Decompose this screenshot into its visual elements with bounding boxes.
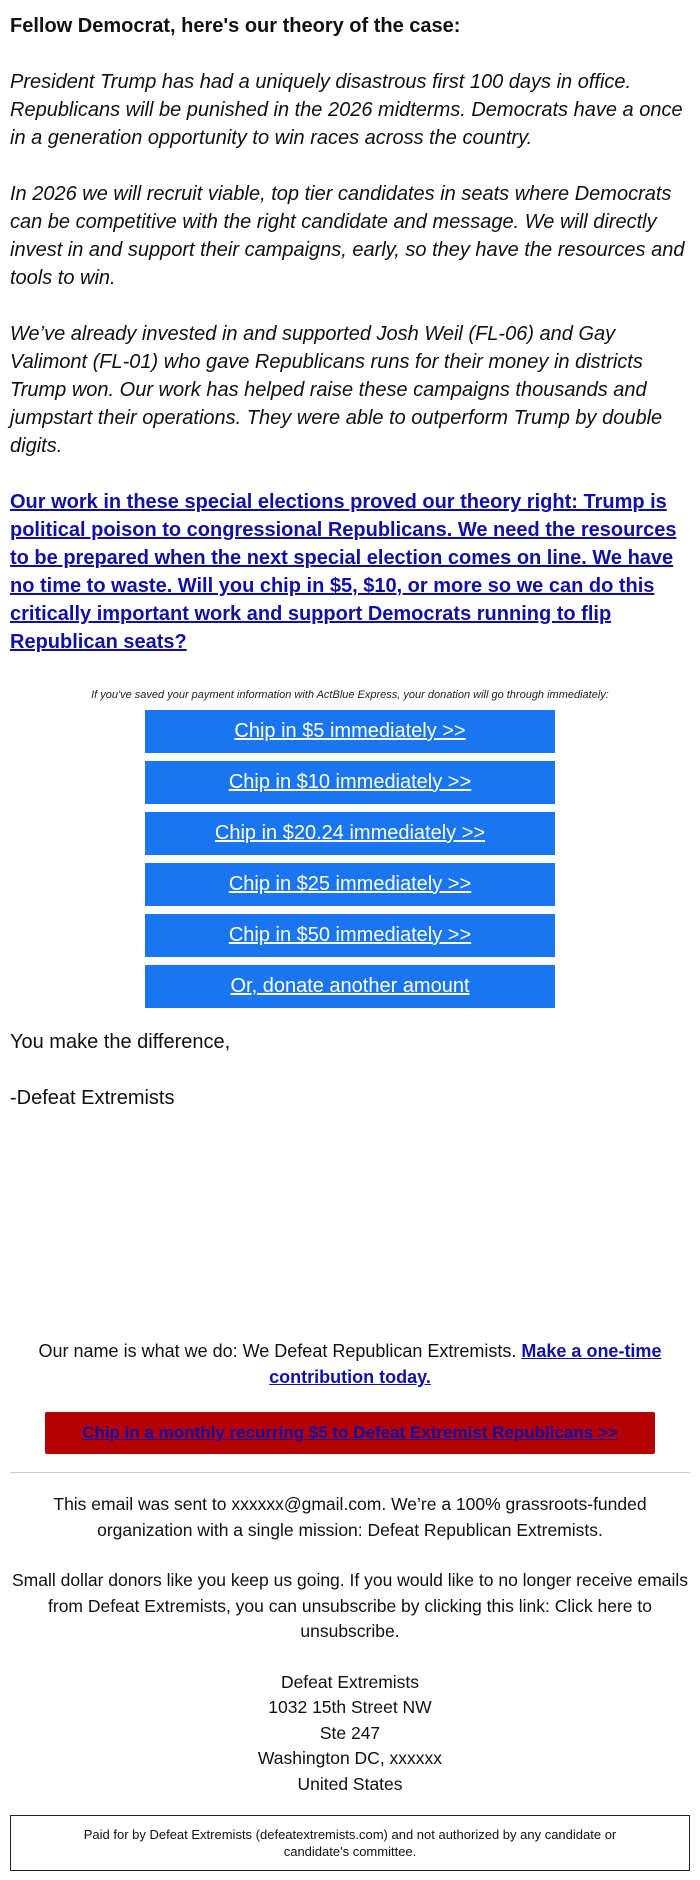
intro-paragraph: President Trump has had a uniquely disastrous first 100 days in office. Republicans will be punished in the 2026 midterms. Democrats have a once in a generation opportunity to win races across the country. <box>10 71 683 149</box>
one-time-contribution-link[interactable]: Make a one-time contribution today. <box>269 1341 662 1387</box>
donation-appeal-link[interactable]: Our work in these special elections proved our theory right: Trump is political poison to congressional Republicans. We need the resources to be prepared when the next special election comes on line. We have no time to waste. Will you chip in $5, $10, or more so we can do this critically important work and support Democrats running to flip Republican seats? <box>10 491 677 653</box>
chip-in-5-button[interactable]: Chip in $5 immediately >> <box>145 710 555 753</box>
chip-in-25-button[interactable]: Chip in $25 immediately >> <box>145 863 555 906</box>
actblue-express-note: If you've saved your payment information with ActBlue Express, your donation will go through immediately: <box>91 689 609 701</box>
mailing-address <box>10 1670 690 1798</box>
chip-in-20-24-button[interactable]: Chip in $20.24 immediately >> <box>145 812 555 855</box>
paid-for-disclaimer: Paid for by Defeat Extremists (defeatextremists.com) and not authorized by any candidate or candidate's committee. <box>10 1815 690 1871</box>
footer-info <box>10 1492 690 1797</box>
signoff-line: You make the difference, <box>10 1031 231 1053</box>
address-org: Defeat Extremists <box>280 1671 420 1692</box>
record-paragraph: We’ve already invested in and supported Josh Weil (FL-06) and Gay Valimont (FL-01) who gave Republicans runs for their money in districts Trump won. Our work has helped raise these campaigns thousands and jumpstart their operations. They were able to outperform Trump by double digits. <box>10 323 663 457</box>
address-suite: Ste 247 <box>319 1722 381 1743</box>
chip-in-10-button[interactable]: Chip in $10 immediately >> <box>145 761 555 804</box>
address-street: 1032 15th Street NW <box>268 1697 432 1717</box>
donation-button-stack <box>145 710 555 1008</box>
chip-in-50-button[interactable]: Chip in $50 immediately >> <box>145 914 555 957</box>
donate-other-amount-button[interactable]: Or, donate another amount <box>145 965 555 1008</box>
footer-promo-text: Our name is what we do: We Defeat Republican Extremists. <box>38 1341 522 1361</box>
footer-divider <box>10 1472 690 1473</box>
monthly-recurring-button[interactable]: Chip in a monthly recurring $5 to Defeat Extremist Republicans >> <box>45 1412 655 1454</box>
signoff <box>10 1028 690 1112</box>
footer-promo <box>10 1338 690 1454</box>
sent-notice: This email was sent to xxxxxx@gmail.com. We’re a 100% grassroots-funded organization with a single mission: Defeat Republican Extremists. <box>53 1494 647 1540</box>
greeting-heading: Fellow Democrat, here's our theory of the case: <box>10 15 461 37</box>
strategy-paragraph: In 2026 we will recruit viable, top tier candidates in seats where Democrats can be competitive with the right candidate and message. We will directly invest in and support their campaigns, early, so they have the resources and tools to win. <box>10 183 685 289</box>
unsubscribe-notice[interactable]: Small dollar donors like you keep us going. If you would like to no longer receive emails from Defeat Extremists, you can unsubscribe by clicking this link: Click here to unsubscribe. <box>11 1570 689 1641</box>
address-country: United States <box>297 1773 403 1794</box>
address-city: Washington DC, xxxxxx <box>257 1748 443 1768</box>
signature: -Defeat Extremists <box>10 1087 175 1109</box>
